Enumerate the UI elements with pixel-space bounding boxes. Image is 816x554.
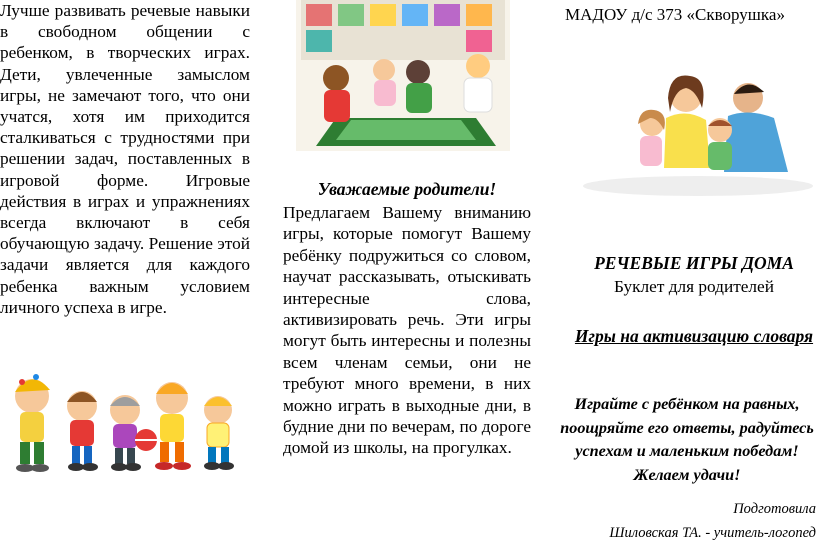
- child-figure-4: [155, 382, 191, 470]
- prepared-label: Подготовила: [733, 501, 816, 517]
- parents-greeting-body: Предлагаем Вашему вниманию игры, которые помогут Вашему ребёнку подружиться со словом, научат рассказывать, отыскивать интересные слова, активизировать речь. Эти игры могут быть интересны и полезны всем членам семьи, они не требуют много времени, в них можно играть в выходные дни, в будние дни по вечерам, по дороге домой из школы, на прогулках.: [283, 203, 531, 458]
- cartoon-children-illustration: [0, 366, 250, 478]
- prepared-by-block: [566, 497, 816, 545]
- child-figure-2: [67, 391, 98, 471]
- mother-figure: [664, 75, 710, 168]
- motto-text: Играйте с ребёнком на равных, поощряйте его ответы, радуйтесь успехам и маленьким победам! Желаем удачи!: [560, 395, 814, 484]
- author-name: Шиловская ТА. - учитель-логопед: [609, 525, 816, 541]
- booklet-subtitle: Буклет для родителей: [614, 277, 774, 296]
- child-figure-1: [15, 374, 50, 472]
- child-figure-5: [204, 396, 234, 470]
- child-figure-3: [110, 395, 157, 471]
- boy-figure: [708, 118, 732, 170]
- left-column: [0, 0, 250, 318]
- children-playing-board-game-photo: [296, 0, 510, 151]
- family-playing-photo: [578, 68, 816, 196]
- parents-greeting-heading: Уважаемые родители!: [317, 179, 497, 199]
- organization-name: МАДОУ д/с 373 «Скворушка»: [565, 5, 785, 24]
- booklet-title: РЕЧЕВЫЕ ИГРЫ ДОМА: [594, 253, 794, 273]
- intro-paragraph: Лучше развивать речевые навыки в свободном общении с ребенком, в творческих играх. Дети, увлеченные замыслом игры, не замечают того, что они учатся, хотя им приходится сталкиваться с трудностями при решении задач, поставленных в игровой форме. Игровые действия в играх и упражнениях всегда включают в себя обучающую задачу. Решение этой задачи является для каждого ребенка важным условием личного успеха в игре.: [0, 1, 250, 317]
- games-section-heading: Игры на активизацию словаря: [574, 326, 814, 346]
